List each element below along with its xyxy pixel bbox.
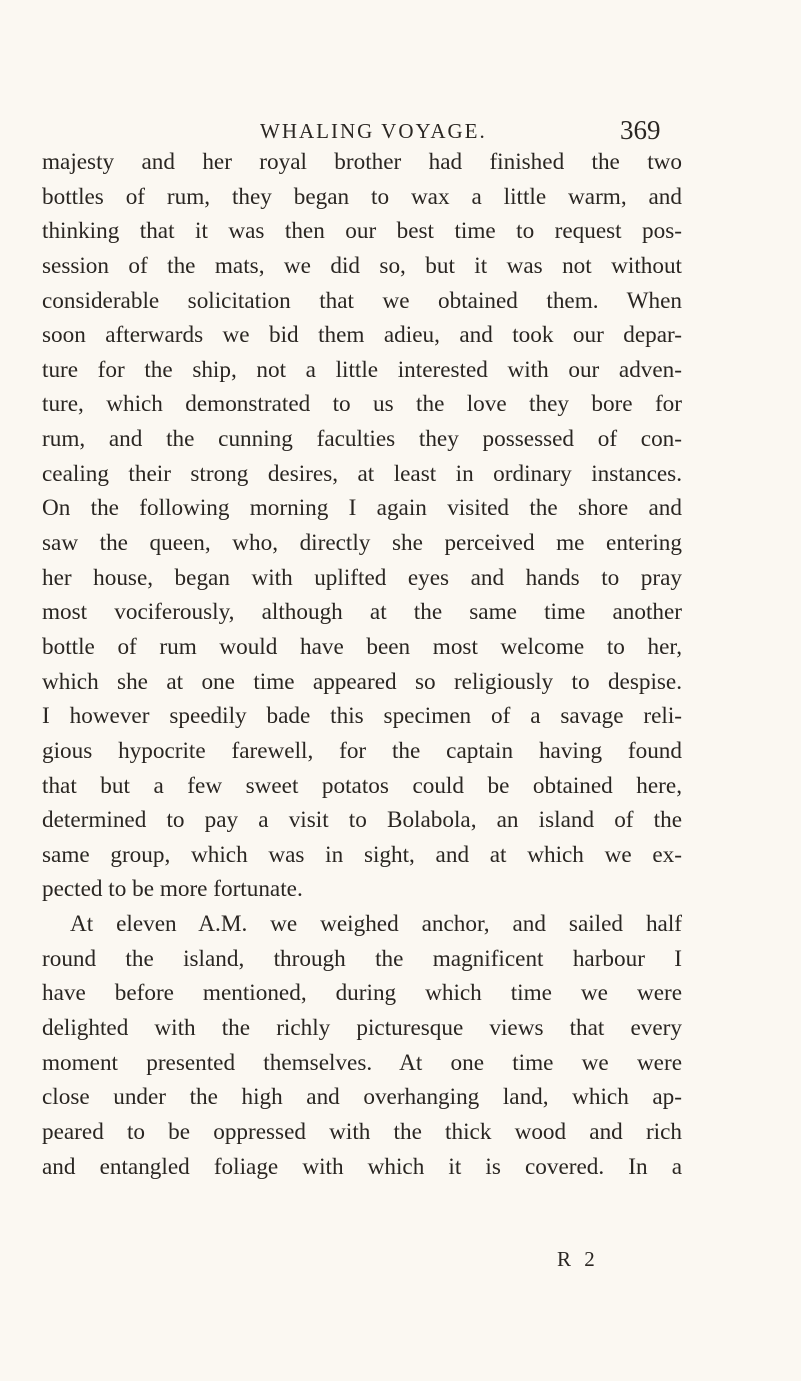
text-line: round the island, through the magnificent harbour I xyxy=(42,945,682,972)
text-line: that but a few sweet potatos could be obtained here, xyxy=(42,772,682,799)
text-line: bottles of rum, they began to wax a little warm, and xyxy=(42,183,682,210)
text-line: delighted with the richly picturesque views that every xyxy=(42,1015,682,1042)
signature-mark: R 2 xyxy=(557,1247,599,1271)
text-line: her house, began with uplifted eyes and hands to pray xyxy=(42,564,682,591)
text-line: close under the high and overhanging land, which ap- xyxy=(42,1084,682,1111)
text-line: ture for the ship, not a little interested with our adven- xyxy=(42,356,682,383)
text-line: session of the mats, we did so, but it was not without xyxy=(42,252,682,279)
text-line: bottle of rum would have been most welcome to her, xyxy=(42,633,682,660)
text-line: gious hypocrite farewell, for the captain having found xyxy=(42,737,682,764)
running-title: WHALING VOYAGE. xyxy=(260,119,487,143)
text-line: which she at one time appeared so religiously to despise. xyxy=(42,668,682,695)
text-line: On the following morning I again visited the shore and xyxy=(42,495,682,522)
text-line: same group, which was in sight, and at which we ex- xyxy=(42,841,682,868)
text-line: saw the queen, who, directly she perceived me entering xyxy=(42,530,682,557)
text-line: rum, and the cunning faculties they possessed of con- xyxy=(42,426,682,453)
page-number: 369 xyxy=(620,115,661,145)
text-line: and entangled foliage with which it is covered. In a xyxy=(42,1153,682,1180)
text-line: I however speedily bade this specimen of a savage reli- xyxy=(42,703,682,730)
text-line: pected to be more fortunate. xyxy=(42,876,303,903)
text-line: peared to be oppressed with the thick wood and rich xyxy=(42,1118,682,1145)
text-line: majesty and her royal brother had finished the two xyxy=(42,149,682,175)
text-line: considerable solicitation that we obtained them. When xyxy=(42,287,682,314)
text-line: have before mentioned, during which time we were xyxy=(42,980,682,1007)
text-line: soon afterwards we bid them adieu, and took our depar- xyxy=(42,322,682,349)
text-line: At eleven A.M. we weighed anchor, and sailed half xyxy=(70,911,682,938)
body-text xyxy=(42,145,682,1184)
text-line: cealing their strong desires, at least in ordinary instances. xyxy=(42,460,682,487)
text-line: thinking that it was then our best time to request pos- xyxy=(42,218,682,245)
text-line: determined to pay a visit to Bolabola, an island of the xyxy=(42,807,682,834)
text-line: moment presented themselves. At one time we were xyxy=(42,1049,682,1076)
text-line: most vociferously, although at the same time another xyxy=(42,599,682,626)
text-line: ture, which demonstrated to us the love they bore for xyxy=(42,391,682,418)
